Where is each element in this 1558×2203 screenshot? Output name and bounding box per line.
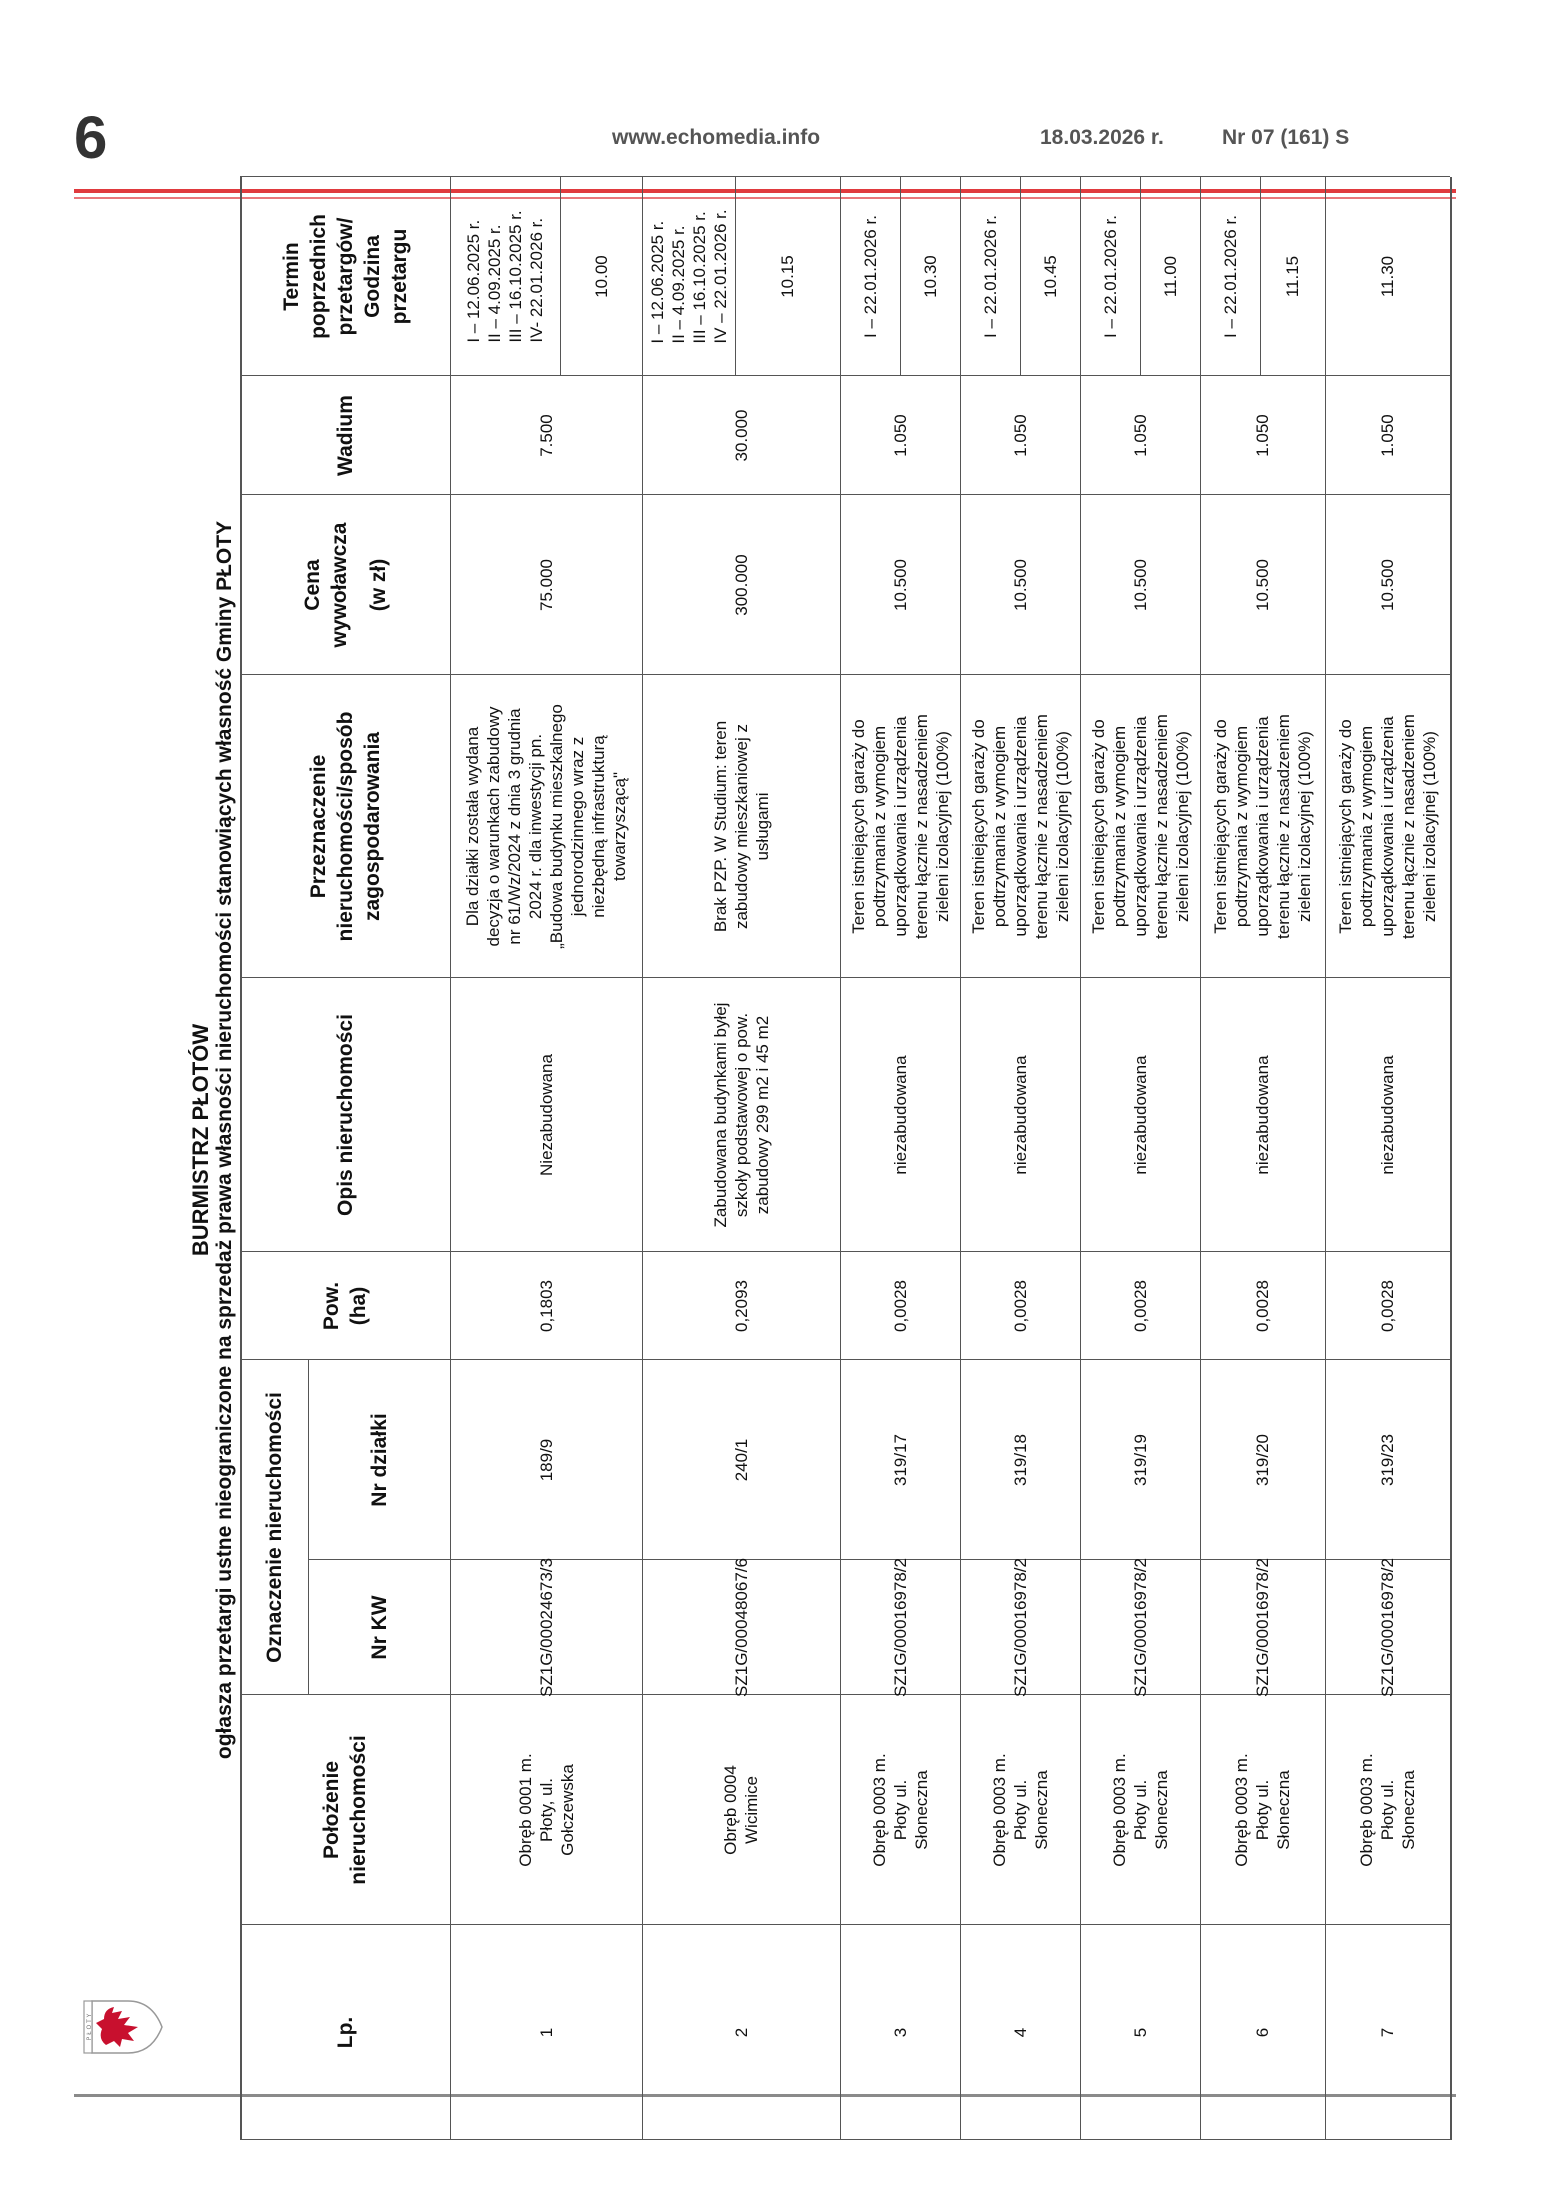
- header-area-text-1: Pow.: [320, 1281, 343, 1331]
- rotated-announcement: [50, 140, 1510, 2140]
- header-term-text-2: poprzednich: [306, 214, 330, 339]
- header-purpose-text-3: zagospodarowania: [360, 731, 384, 922]
- row-hour: [900, 177, 960, 376]
- row-nr-kw: [450, 1560, 642, 1695]
- website-link[interactable]: www.echomedia.info: [612, 126, 821, 149]
- row-hour: [560, 177, 642, 376]
- row-hour-text: 11.30: [1378, 255, 1397, 298]
- table-border-bottom: [1450, 177, 1452, 2140]
- row-description: [840, 978, 960, 1252]
- row-hour-text: 11.00: [1160, 255, 1180, 298]
- row-price-text: 10.500: [890, 559, 910, 611]
- row-nr-dzialki-text: 319/20: [1253, 1434, 1272, 1486]
- row-location: [1325, 1695, 1450, 1925]
- header-location: [240, 1695, 450, 1925]
- row-hour: [1260, 177, 1325, 376]
- row-price: [840, 495, 960, 675]
- header-term-text-4: Godzina przetargu: [360, 228, 411, 325]
- row-description: [1325, 978, 1450, 1252]
- row-nr-dzialki-text: 319/17: [890, 1434, 910, 1486]
- row-price-text: 75.000: [536, 559, 556, 611]
- row-lp-text: 6: [1253, 2027, 1272, 2038]
- row-location: [450, 1695, 642, 1925]
- header-area: [240, 1252, 450, 1360]
- row-location-text: Obręb 0004 Wicimice: [721, 1765, 761, 1855]
- row-hour-text: 10.30: [920, 255, 940, 298]
- row-location: [960, 1695, 1080, 1925]
- row-price: [1200, 495, 1325, 675]
- row-purpose: [1080, 675, 1200, 978]
- row-nr-kw: [642, 1560, 840, 1695]
- row-nr-dzialki: [840, 1360, 960, 1560]
- row-location: [642, 1695, 840, 1925]
- row-description-text: Niezabudowana: [536, 1054, 556, 1176]
- row-area-text: 0,0028: [1130, 1280, 1150, 1332]
- header-term: [240, 177, 450, 376]
- svg-text:P Ł O T Y: P Ł O T Y: [86, 2013, 93, 2041]
- header-location-text: Położenie nieruchomości: [320, 1735, 370, 1885]
- row-description: [1080, 978, 1200, 1252]
- header-lp-text: Lp.: [333, 2016, 357, 2049]
- row-purpose-text: Teren istniejących garaży do podtrzymania z wymogiem uporządkowania i urządzenia terenu łącznie z nasadzeniem zieleni izolacyjnej (100%): [848, 714, 952, 939]
- row-nr-kw-text: SZ1G/00048067/6: [731, 1558, 751, 1697]
- row-prev-terms-text-1: I – 12.06.2025 r.: [647, 220, 667, 344]
- row-location-text: Obręb 0003 m. Płoty ul. Słoneczna: [1232, 1753, 1293, 1867]
- row-prev-terms-text: I – 22.01.2026 r.: [860, 215, 880, 338]
- row-nr-dzialki: [642, 1360, 840, 1560]
- row-nr-dzialki-text: 319/18: [1010, 1434, 1030, 1486]
- row-deposit: [1080, 376, 1200, 495]
- header-deposit-text: Wadium: [333, 395, 357, 476]
- row-purpose: [1200, 675, 1325, 978]
- header-designation-group: [240, 1360, 308, 1695]
- header-price: [240, 495, 450, 675]
- row-prev-terms: [1080, 177, 1140, 376]
- header-deposit: [240, 376, 450, 495]
- row-price: [642, 495, 840, 675]
- row-prev-terms: [1200, 177, 1260, 376]
- row-hour-text: 10.45: [1040, 255, 1060, 298]
- row-deposit-text: 1.050: [1130, 414, 1150, 457]
- row-description-text: niezabudowana: [1253, 1055, 1272, 1175]
- row-purpose: [642, 675, 840, 978]
- row-nr-kw-text: SZ1G/00016978/2: [1253, 1558, 1272, 1697]
- header-nr-kw-text: Nr KW: [367, 1595, 391, 1660]
- row-location-text: Obręb 0003 m. Płoty ul. Słoneczna: [869, 1753, 931, 1867]
- row-hour-text: 10.00: [591, 255, 611, 298]
- row-nr-dzialki-text: 240/1: [731, 1438, 751, 1482]
- row-nr-kw-text: SZ1G/00016978/2: [890, 1558, 910, 1697]
- row-purpose: [840, 675, 960, 978]
- header-price-text-1: Cena wywoławcza: [300, 522, 351, 648]
- row-location-text: Obręb 0003 m. Płoty ul. Słoneczna: [1357, 1753, 1418, 1867]
- row-description-text: niezabudowana: [1010, 1055, 1030, 1175]
- row-price: [450, 495, 642, 675]
- header-designation-group-text: Oznaczenie nieruchomości: [262, 1392, 286, 1663]
- header-nr-dzialki-text: Nr działki: [367, 1413, 391, 1507]
- row-prev-terms: [840, 177, 900, 376]
- row-nr-dzialki-text: 189/9: [536, 1438, 556, 1482]
- row-area-text: 0,0028: [890, 1280, 910, 1332]
- row-area: [840, 1252, 960, 1360]
- row-nr-kw-text: SZ1G/00016978/2: [1130, 1558, 1150, 1697]
- row-purpose-text: Teren istniejących garaży do podtrzymania z wymogiem uporządkowania i urządzenia terenu łącznie z nasadzeniem zieleni izolacyjnej (100%): [968, 714, 1072, 939]
- row-description: [642, 978, 840, 1252]
- row-area: [1200, 1252, 1325, 1360]
- row-deposit-text: 1.050: [1378, 414, 1397, 457]
- row-area: [642, 1252, 840, 1360]
- row-description: [960, 978, 1080, 1252]
- row-deposit-text: 1.050: [1010, 414, 1030, 457]
- row-nr-dzialki-text: 319/19: [1130, 1434, 1150, 1486]
- row-nr-dzialki: [450, 1360, 642, 1560]
- header-purpose-text-2: nieruchomości/sposób: [333, 711, 357, 942]
- row-prev-terms: [960, 177, 1020, 376]
- row-nr-kw: [1080, 1560, 1200, 1695]
- row-price-text: 300.000: [731, 554, 751, 616]
- row-area-text: 0,0028: [1378, 1280, 1397, 1332]
- header-description: [240, 978, 450, 1252]
- row-lp-text: 3: [890, 2027, 910, 2038]
- row-purpose: [450, 675, 642, 978]
- row-nr-kw-text: SZ1G/00024673/3: [536, 1558, 556, 1697]
- row-hour: [1020, 177, 1080, 376]
- issue-number: Nr 07 (161) S: [1222, 126, 1350, 149]
- row-nr-dzialki: [1200, 1360, 1325, 1560]
- row-description-text: niezabudowana: [890, 1055, 910, 1175]
- row-deposit: [1200, 376, 1325, 495]
- row-purpose-text: Teren istniejących garaży do podtrzymania z wymogiem uporządkowania i urządzenia terenu łącznie z nasadzeniem zieleni izolacyjnej (100%): [1211, 714, 1314, 939]
- row-area-text: 0,2093: [731, 1280, 751, 1332]
- row-price-text: 10.500: [1130, 559, 1150, 611]
- row-prev-terms-text-4: IV – 22.01.2026 r.: [710, 209, 730, 344]
- row-location-text: Obręb 0003 m. Płoty ul. Słoneczna: [989, 1753, 1051, 1867]
- row-prev-terms: [450, 177, 560, 376]
- row-price: [960, 495, 1080, 675]
- row-purpose-text: Brak PZP. W Studium: teren zabudowy mieszkaniowej z usługami: [710, 720, 772, 933]
- row-area: [1325, 1252, 1450, 1360]
- row-price-text: 10.500: [1378, 559, 1397, 611]
- row-lp: [1200, 1925, 1325, 2140]
- issue-date: 18.03.2026 r.: [1040, 126, 1164, 149]
- header-purpose: [240, 675, 450, 978]
- row-hour: [1325, 177, 1450, 376]
- row-description: [450, 978, 642, 1252]
- row-nr-kw-text: SZ1G/00016978/2: [1378, 1558, 1397, 1697]
- row-lp: [1080, 1925, 1200, 2140]
- row-nr-dzialki: [1325, 1360, 1450, 1560]
- row-deposit: [450, 376, 642, 495]
- row-purpose-text: Dla działki została wydana decyzja o warunkach zabudowy nr 61/Wz/2024 z dnia 3 grudnia 2024 r. dla inwestycji pn. „Budowa budynku mieszkalnego jednorodzinnego wraz z niezbędną infrastrukturą towarzyszącą": [463, 704, 629, 949]
- row-nr-kw: [840, 1560, 960, 1695]
- row-deposit: [840, 376, 960, 495]
- row-nr-kw-text: SZ1G/00016978/2: [1010, 1558, 1030, 1697]
- row-lp-text: 2: [731, 2027, 751, 2038]
- row-purpose: [960, 675, 1080, 978]
- row-deposit: [642, 376, 840, 495]
- row-lp-text: 7: [1378, 2027, 1397, 2038]
- row-description-text: niezabudowana: [1130, 1055, 1150, 1175]
- header-nr-kw: [308, 1560, 450, 1695]
- row-lp-text: 5: [1130, 2027, 1150, 2038]
- row-lp-text: 4: [1010, 2027, 1030, 2038]
- row-prev-terms-text: I – 22.01.2026 r.: [980, 215, 1000, 338]
- row-area: [960, 1252, 1080, 1360]
- row-nr-kw: [1325, 1560, 1450, 1695]
- row-nr-kw: [1200, 1560, 1325, 1695]
- row-purpose: [1325, 675, 1450, 978]
- row-prev-terms-text-4: IV- 22.01.2026 r.: [527, 217, 546, 343]
- row-deposit: [1325, 376, 1450, 495]
- row-area: [1080, 1252, 1200, 1360]
- row-lp: [840, 1925, 960, 2140]
- row-price: [1325, 495, 1450, 675]
- row-area-text: 0,0028: [1253, 1280, 1272, 1332]
- row-price-text: 10.500: [1010, 559, 1030, 611]
- row-hour: [1140, 177, 1200, 376]
- header-nr-dzialki: [308, 1360, 450, 1560]
- row-prev-terms-text-3: III – 16.10.2025 r.: [506, 210, 525, 343]
- row-deposit-text: 1.050: [890, 414, 910, 457]
- row-prev-terms-text-3: III – 16.10.2025 r.: [689, 211, 709, 344]
- row-area-text: 0,0028: [1010, 1280, 1030, 1332]
- row-purpose-text: Teren istniejących garaży do podtrzymania z wymogiem uporządkowania i urządzenia terenu łącznie z nasadzeniem zieleni izolacyjnej (100%): [1088, 714, 1192, 939]
- row-nr-dzialki: [1080, 1360, 1200, 1560]
- row-area-text: 0,1803: [536, 1280, 556, 1332]
- row-hour-text: 11.15: [1283, 255, 1302, 298]
- row-location: [1200, 1695, 1325, 1925]
- row-description-text: niezabudowana: [1378, 1055, 1397, 1175]
- row-hour-text: 10.15: [778, 255, 797, 298]
- row-purpose-text: Teren istniejących garaży do podtrzymania z wymogiem uporządkowania i urządzenia terenu łącznie z nasadzeniem zieleni izolacyjnej (100%): [1336, 714, 1439, 939]
- row-deposit: [960, 376, 1080, 495]
- header-lp: [240, 1925, 450, 2140]
- row-prev-terms: [642, 177, 735, 376]
- header-description-text: Opis nieruchomości: [333, 1014, 357, 1216]
- row-prev-terms-text: I – 22.01.2026 r.: [1220, 215, 1240, 338]
- row-nr-dzialki: [960, 1360, 1080, 1560]
- row-description-text: Zabudowana budynkami byłej szkoły podstawowej o pow. zabudowy 299 m2 i 45 m2: [710, 1002, 772, 1228]
- authority-heading: BURMISTRZ PŁOTÓW: [188, 1023, 213, 1257]
- row-prev-terms-text-1: I – 12.06.2025 r.: [464, 219, 483, 343]
- row-hour: [735, 177, 840, 376]
- row-area: [450, 1252, 642, 1360]
- row-lp: [450, 1925, 642, 2140]
- row-nr-dzialki-text: 319/23: [1378, 1434, 1397, 1486]
- row-price-text: 10.500: [1253, 559, 1272, 611]
- row-lp-text: 1: [536, 2027, 556, 2038]
- header-term-text-1: Termin: [279, 242, 303, 311]
- row-location-text: Obręb 0003 m. Płoty ul. Słoneczna: [1109, 1753, 1171, 1867]
- row-prev-terms-text-2: II – 4.09.2025 r.: [485, 224, 504, 343]
- row-deposit-text: 30.000: [731, 409, 751, 462]
- row-prev-terms-text: I – 22.01.2026 r.: [1100, 215, 1120, 338]
- row-lp: [1325, 1925, 1450, 2140]
- row-location-text: Obręb 0001 m. Płoty, ul. Gołczewska: [515, 1753, 577, 1867]
- row-location: [840, 1695, 960, 1925]
- header-term-text-3: przetargów/: [333, 217, 357, 336]
- row-description: [1200, 978, 1325, 1252]
- header-area-text-2: (ha): [347, 1286, 370, 1326]
- row-prev-terms-text-2: II – 4.09.2025 r.: [668, 225, 688, 344]
- row-lp: [642, 1925, 840, 2140]
- row-deposit-text: 1.050: [1253, 414, 1272, 457]
- row-nr-kw: [960, 1560, 1080, 1695]
- header-price-text-2: (w zł): [366, 558, 390, 612]
- header-purpose-text-1: Przeznaczenie: [306, 754, 330, 899]
- row-lp: [960, 1925, 1080, 2140]
- row-deposit-text: 7.500: [536, 414, 556, 457]
- row-location: [1080, 1695, 1200, 1925]
- row-price: [1080, 495, 1200, 675]
- page-number: 6: [74, 104, 108, 171]
- announcement-title: ogłasza przetargi ustne nieograniczone na sprzedaż prawa własności nieruchomości stanowiących własność Gminy PŁOTY: [213, 520, 236, 1760]
